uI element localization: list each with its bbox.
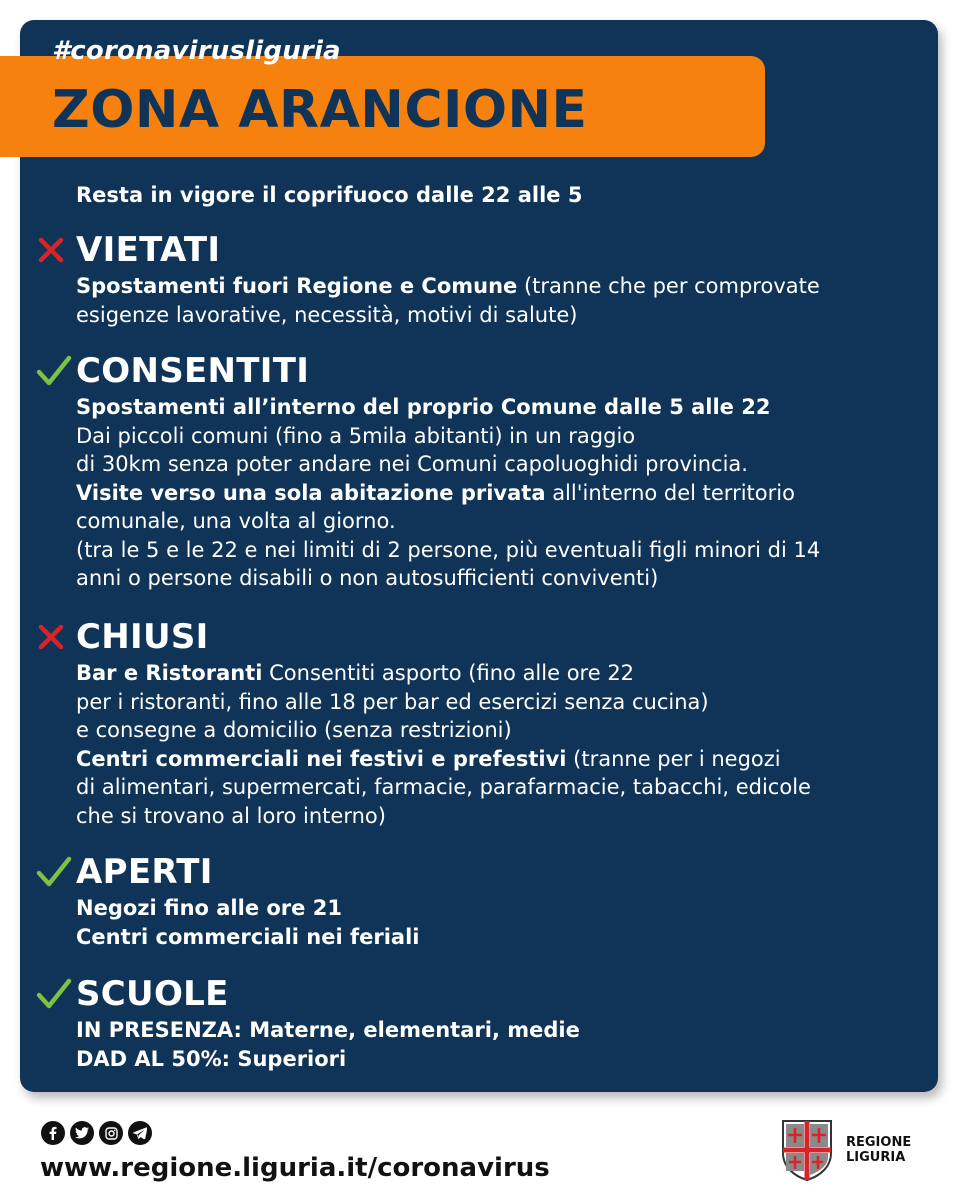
bold-text: Visite verso una sola abitazione privata [76,480,546,505]
section-title: VIETATI [76,230,221,270]
section-line [76,923,926,952]
body-text: comunale, una volta al giorno. [76,509,396,533]
section-title: APERTI [76,852,213,892]
cross-icon [36,615,76,659]
section-chiusi [36,615,926,830]
section-line [76,393,926,422]
regione-liguria-logo [780,1118,911,1182]
section-line [76,716,926,745]
body-text: di alimentari, supermercati, farmacie, parafarmacie, tabacchi, edicole [76,775,811,799]
body-text: esigenze lavorative, necessità, motivi di salute) [76,302,578,327]
social-links [41,1121,152,1145]
bold-text: DAD AL 50%: Superiori [76,1046,347,1071]
section-title: SCUOLE [76,974,229,1014]
section-line [76,507,926,536]
section-header [36,349,926,393]
body-text: (tra le 5 e le 22 e nei limiti di 2 persone, più eventuali figli minori di 14 [76,537,821,562]
section-header [36,615,926,659]
body-text: che si trovano al loro interno) [76,803,386,828]
logo-line-2: LIGURIA [846,1150,906,1165]
bold-text: Spostamenti fuori Regione e Comune [76,274,518,298]
body-text: Consentiti asporto (fino alle ore 22 [262,661,635,685]
section-vietati [36,228,926,329]
body-text: (tranne che per comprovate [517,274,820,298]
section-line [76,773,926,802]
section-line [76,564,926,593]
facebook-icon[interactable] [41,1121,65,1145]
section-line [76,450,926,479]
section-line [76,479,926,508]
twitter-icon[interactable] [70,1121,94,1145]
body-text: (tranne per i negozi [566,746,781,771]
section-line [76,301,926,330]
section-header [36,228,926,272]
instagram-icon[interactable] [99,1121,123,1145]
section-line [76,422,926,451]
curfew-notice: Resta in vigore il coprifuoco dalle 22 alle 5 [76,183,583,207]
regional-crest-icon [780,1118,834,1182]
bold-text: Negozi fino alle ore 21 [76,896,342,920]
section-line [76,1045,926,1074]
logo-line-1: REGIONE [846,1135,912,1150]
logo-text [846,1135,911,1165]
check-icon [36,349,76,393]
body-text: e consegne a domicilio (senza restrizioni) [76,718,512,742]
section-title: CHIUSI [76,617,209,657]
check-icon [36,850,76,894]
section-line [76,1016,926,1045]
body-text: di 30km senza poter andare nei Comuni capoluoghidi provincia. [76,452,748,476]
check-icon [36,972,76,1016]
section-body [76,659,926,830]
cross-icon [36,228,76,272]
section-scuole [36,972,926,1073]
bold-text: IN PRESENZA: Materne, elementari, medie [76,1018,580,1042]
bold-text: Spostamenti all’interno del proprio Comune dalle 5 alle 22 [76,395,771,419]
section-line [76,745,926,774]
body-text: per i ristoranti, fino alle 18 per bar ed esercizi senza cucina) [76,689,709,714]
section-body [76,272,926,329]
section-line [76,894,926,923]
section-body [76,894,926,951]
section-header [36,850,926,894]
telegram-icon[interactable] [128,1121,152,1145]
section-line [76,536,926,565]
section-line [76,272,926,301]
section-consentiti [36,349,926,593]
section-header [36,972,926,1016]
bold-text: Centri commerciali nei festivi e prefestivi [76,746,567,771]
section-line [76,688,926,717]
body-text: Dai piccoli comuni (fino a 5mila abitanti) in un raggio [76,423,636,448]
hashtag: #coronavirusliguria [52,36,341,66]
body-text: anni o persone disabili o non autosufficienti conviventi) [76,566,659,590]
section-title: CONSENTITI [76,351,310,391]
bold-text: Bar e Ristoranti [76,661,263,685]
section-body [76,393,926,593]
body-text: all'interno del territorio [545,480,795,505]
section-line [76,802,926,831]
section-aperti [36,850,926,951]
website-link[interactable]: www.regione.liguria.it/coronavirus [40,1153,550,1183]
section-body [76,1016,926,1073]
page-title: ZONA ARANCIONE [52,80,588,140]
section-line [76,659,926,688]
bold-text: Centri commerciali nei feriali [76,924,420,949]
